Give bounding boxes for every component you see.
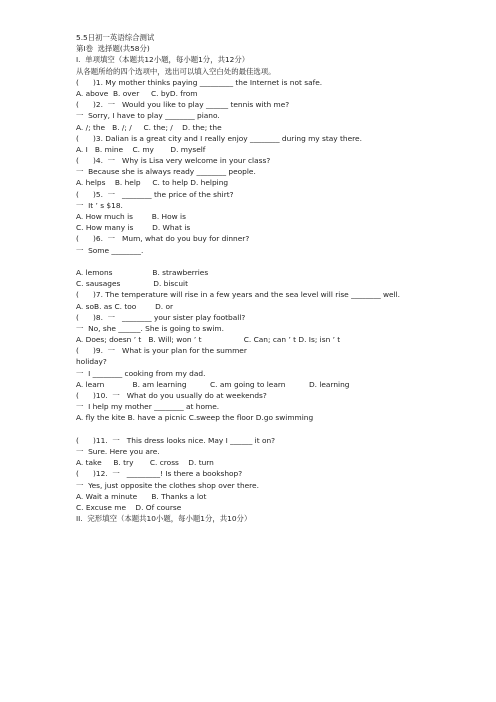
question-line: A. I B. mine C. my D. myself [76,144,206,154]
question-line: ( )12. 一 _________! Is there a bookshop? [76,469,243,479]
question-line: A. helps B. help C. to help D. helping [76,178,229,188]
question-line: ( )9. 一 What is your plan for the summer [76,346,247,356]
question-line: 一 Yes, just opposite the clothes shop over there. [76,480,259,490]
question-line: A. above B. over C. byD. from [76,88,198,98]
question-line: A. Wait a minute B. Thanks a lot [76,491,207,501]
question-line: A. learn B. am learning C. am going to learn D. learning [76,379,350,389]
question-line: A. /; the B. /; / C. the; / D. the; the [76,122,222,132]
document-title: 5.5日初一英语综合测试 [76,33,155,42]
question-line: 一 It ’ s $18. [76,200,123,210]
document-page [76,32,476,524]
question-line: ( )11. 一 This dress looks nice. May I ______ it on? [76,435,276,445]
question-line: ( )6. 一 Mum, what do you buy for dinner? [76,234,250,244]
section1-instruction: 从各题所给的四个选项中，选出可以填入空白处的最佳选项。 [76,66,276,76]
question-line: ( )2. 一 Would you like to play ______ tennis with me? [76,100,290,110]
question-line: 一 Sorry, I have to play ________ piano. [76,111,220,121]
question-line: A. lemons B. strawberries [76,267,209,277]
question-line: 一 Sure. Here you are. [76,446,160,456]
question-line: 一 I help my mother ________ at home. [76,402,220,412]
section1-heading: I. 单项填空（本题共12小题，每小题1分，共12分） [76,55,250,65]
question-line: ( )5. 一 ________ the price of the shirt? [76,189,234,199]
question-line: A. fly the kite B. have a picnic C.sweep the floor D.go swimming [76,413,314,423]
question-line: C. Excuse me D. Of course [76,502,182,512]
volume-heading: 第I卷 选择题(共58分) [76,44,150,54]
question-line: ( )8. 一 ________ your sister play football? [76,312,246,322]
question-line: A. How much is B. How is [76,212,186,221]
question-line: ( )3. Dalian is a great city and I really enjoy ________ during my stay there. [76,133,362,143]
question-line: A. take B. try C. cross D. turn [76,458,214,468]
question-line: C. How many is D. What is [76,223,191,233]
question-line: C. sausages D. biscuit [76,279,188,289]
question-line: 一 Some ________. [76,245,144,255]
question-line: 一 Because she is always ready ________ people. [76,167,256,177]
question-line: ( )7. The temperature will rise in a few years and the sea level will rise ________ well. [76,290,401,300]
question-line: holiday? [76,357,107,367]
question-line: 一 I ________ cooking from my dad. [76,368,206,378]
section2-heading: II. 完形填空（本题共10小题，每小题1分，共10分） [76,514,252,524]
question-list [76,77,476,513]
question-line: 一 No, she ______. She is going to swim. [76,323,224,333]
question-line [76,424,476,435]
question-line: ( )1. My mother thinks paying _________ the Internet is not safe. [76,77,323,87]
question-line: ( )4. 一 Why is Lisa very welcome in your class? [76,156,271,166]
question-line: ( )10. 一 What do you usually do at weekends? [76,391,267,400]
question-line [76,256,476,267]
question-line: A. soB. as C. too D. or [76,301,174,311]
question-line: A. Does; doesn ’ t B. Will; won ’ t C. Can; can ’ t D. Is; isn ’ t [76,335,341,345]
